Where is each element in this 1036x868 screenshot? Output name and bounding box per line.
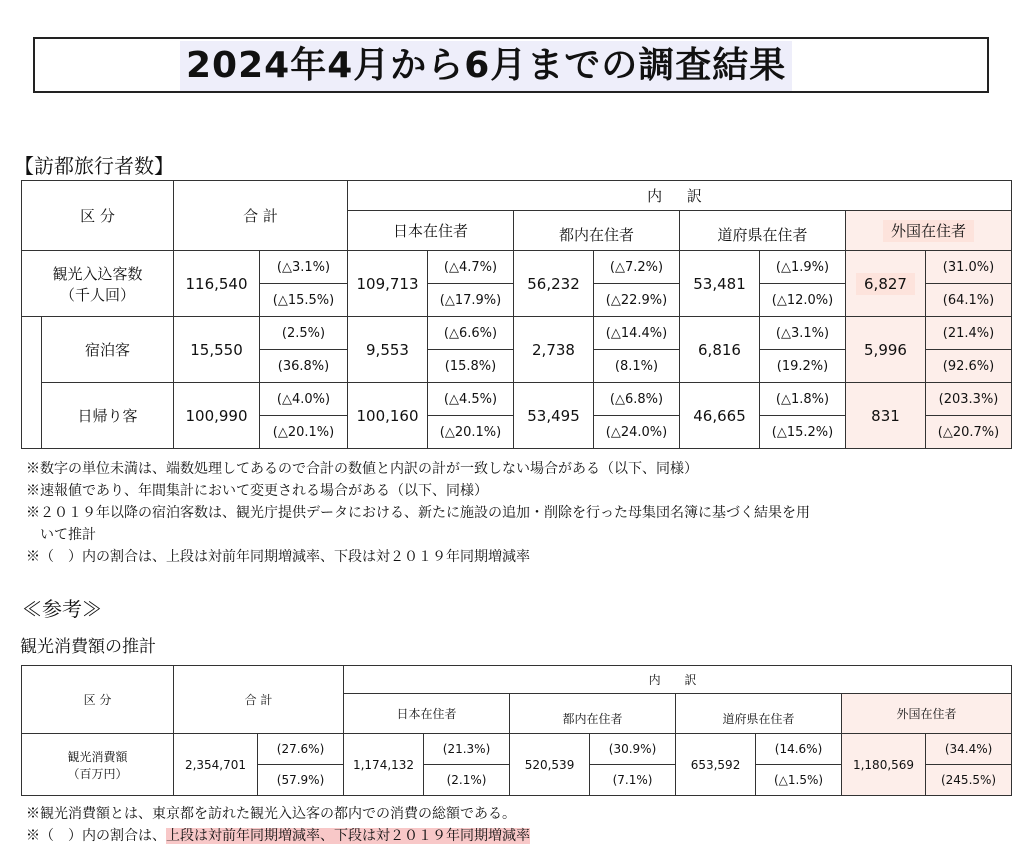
header-japan: 日本在住者 xyxy=(344,694,510,734)
section-heading-visitors: 【訪都旅行者数】 xyxy=(14,154,174,178)
pct-yoy: (21.4%) xyxy=(926,317,1012,350)
value-total: 2,354,701 xyxy=(174,734,258,796)
note-line: いて推計 xyxy=(26,527,96,543)
note-line: ※（ ）内の割合は、上段は対前年同期増減率、下段は対２０１９年同期増減率 xyxy=(26,549,530,565)
pct-vs-2019: (△22.9%) xyxy=(594,284,680,317)
row-label-main: 観光入込客数 xyxy=(52,264,143,283)
header-tokyo: 都内在住者 xyxy=(510,694,676,734)
value-japan: 1,174,132 xyxy=(344,734,424,796)
pct-vs-2019: (2.1%) xyxy=(424,765,510,796)
pct-vs-2019: (△15.5%) xyxy=(260,284,348,317)
pct-yoy: (△14.4%) xyxy=(594,317,680,350)
pct-yoy: (△1.9%) xyxy=(760,251,846,284)
note-line: ※速報値であり、年間集計において変更される場合がある（以下、同様） xyxy=(26,483,488,499)
row-label: 日帰り客 xyxy=(42,383,174,449)
pct-yoy: (31.0%) xyxy=(926,251,1012,284)
pct-vs-2019: (92.6%) xyxy=(926,350,1012,383)
header-foreign xyxy=(846,211,1012,251)
note-prefix: ※（ ）内の割合は、 xyxy=(26,828,166,844)
value-japan: 100,160 xyxy=(348,383,428,449)
value-pref: 46,665 xyxy=(680,383,760,449)
header-pref: 道府県在住者 xyxy=(680,211,846,251)
spending-note-ratio xyxy=(26,825,530,845)
visitors-table xyxy=(21,180,1012,449)
pct-yoy: (△3.1%) xyxy=(760,317,846,350)
pct-yoy: (30.9%) xyxy=(590,734,676,765)
pct-vs-2019: (△15.2%) xyxy=(760,416,846,449)
spending-table xyxy=(21,665,1012,796)
pct-vs-2019: (△20.7%) xyxy=(926,416,1012,449)
value-japan: 109,713 xyxy=(348,251,428,317)
pct-yoy: (14.6%) xyxy=(756,734,842,765)
pct-yoy: (△6.8%) xyxy=(594,383,680,416)
pct-yoy: (△4.5%) xyxy=(428,383,514,416)
header-foreign-label: 外国在住者 xyxy=(883,220,974,242)
pct-vs-2019: (△20.1%) xyxy=(428,416,514,449)
header-total: 合 計 xyxy=(174,181,348,251)
page-title: 2024年4月から6月までの調査結果 xyxy=(180,41,792,91)
pct-vs-2019: (36.8%) xyxy=(260,350,348,383)
value-total: 100,990 xyxy=(174,383,260,449)
value-total: 116,540 xyxy=(174,251,260,317)
row-label-unit: （百万円） xyxy=(67,766,128,781)
pct-vs-2019: (△17.9%) xyxy=(428,284,514,317)
pct-yoy: (34.4%) xyxy=(926,734,1012,765)
header-uchiwake: 内 訳 xyxy=(348,181,1012,211)
note-line: ※数字の単位未満は、端数処理してあるので合計の数値と内訳の計が一致しない場合がある（以下、同様） xyxy=(26,461,698,477)
value-japan: 9,553 xyxy=(348,317,428,383)
value-foreign: 5,996 xyxy=(846,317,926,383)
value-pref: 653,592 xyxy=(676,734,756,796)
pct-yoy: (2.5%) xyxy=(260,317,348,350)
pct-vs-2019: (8.1%) xyxy=(594,350,680,383)
value-foreign: 831 xyxy=(846,383,926,449)
value-tokyo: 2,738 xyxy=(514,317,594,383)
value-tokyo: 56,232 xyxy=(514,251,594,317)
header-total: 合 計 xyxy=(174,666,344,734)
indent-cell xyxy=(22,317,42,449)
pct-vs-2019: (64.1%) xyxy=(926,284,1012,317)
pct-yoy: (△3.1%) xyxy=(260,251,348,284)
reference-heading: ≪参考≫ xyxy=(22,597,102,621)
value-tokyo: 53,495 xyxy=(514,383,594,449)
note-line: ※２０１９年以降の宿泊客数は、観光庁提供データにおける、新たに施設の追加・削除を行った母集団名簿に基づく結果を用 xyxy=(26,505,810,521)
pct-yoy: (21.3%) xyxy=(424,734,510,765)
row-label xyxy=(22,251,174,317)
notes-block xyxy=(26,458,810,568)
header-uchiwake: 内 訳 xyxy=(344,666,1012,694)
value-foreign: 1,180,569 xyxy=(842,734,926,796)
row-label xyxy=(22,734,174,796)
header-tokyo: 都内在住者 xyxy=(514,211,680,251)
header-kubun: 区 分 xyxy=(22,181,174,251)
pct-vs-2019: (△12.0%) xyxy=(760,284,846,317)
row-label-unit: （千人回） xyxy=(59,285,135,304)
pct-yoy: (△6.6%) xyxy=(428,317,514,350)
pct-vs-2019: (△20.1%) xyxy=(260,416,348,449)
pct-yoy: (△4.0%) xyxy=(260,383,348,416)
header-japan: 日本在住者 xyxy=(348,211,514,251)
header-pref: 道府県在住者 xyxy=(676,694,842,734)
value-pref: 6,816 xyxy=(680,317,760,383)
note-highlight: 上段は対前年同期増減率、下段は対２０１９年同期増減率 xyxy=(166,828,530,844)
row-label: 宿泊客 xyxy=(42,317,174,383)
row-label-main: 観光消費額 xyxy=(67,749,128,764)
pct-vs-2019: (△1.5%) xyxy=(756,765,842,796)
pct-yoy: (27.6%) xyxy=(258,734,344,765)
pct-vs-2019: (△24.0%) xyxy=(594,416,680,449)
value-pref: 53,481 xyxy=(680,251,760,317)
pct-vs-2019: (245.5%) xyxy=(926,765,1012,796)
header-kubun: 区 分 xyxy=(22,666,174,734)
pct-vs-2019: (57.9%) xyxy=(258,765,344,796)
pct-yoy: (△4.7%) xyxy=(428,251,514,284)
pct-vs-2019: (19.2%) xyxy=(760,350,846,383)
reference-subheading: 観光消費額の推計 xyxy=(20,637,156,657)
header-foreign: 外国在住者 xyxy=(842,694,1012,734)
pct-yoy: (△1.8%) xyxy=(760,383,846,416)
value-total: 15,550 xyxy=(174,317,260,383)
pct-vs-2019: (7.1%) xyxy=(590,765,676,796)
pct-yoy: (203.3%) xyxy=(926,383,1012,416)
value-tokyo: 520,539 xyxy=(510,734,590,796)
value-foreign-text: 6,827 xyxy=(856,273,915,295)
value-foreign xyxy=(846,251,926,317)
pct-yoy: (△7.2%) xyxy=(594,251,680,284)
pct-vs-2019: (15.8%) xyxy=(428,350,514,383)
spending-note: ※観光消費額とは、東京都を訪れた観光入込客の都内での消費の総額である。 xyxy=(26,806,516,822)
